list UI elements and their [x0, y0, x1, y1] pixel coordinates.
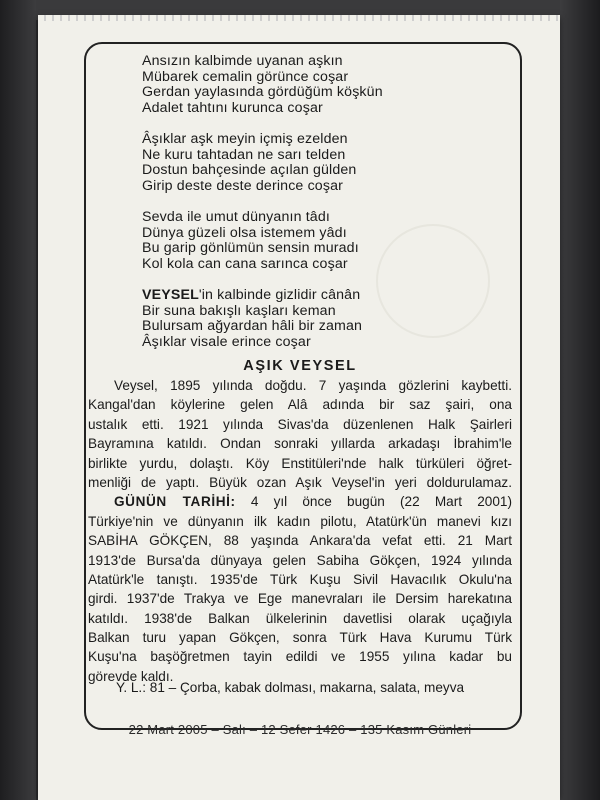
poem-line: Kol kola can cana sarınca coşar — [142, 255, 348, 272]
background-left — [0, 0, 36, 800]
biography-line: menliği de yaptı. Büyük ozan Aşık Veysel'in yeri doldurulamaz. — [88, 474, 512, 490]
poem-stanza-3 — [142, 210, 462, 272]
background-right — [560, 0, 600, 800]
biography-line: Kangal'dan köylerine gelen Alâ adında bir saz şairi, ona — [88, 397, 512, 413]
history-label: GÜNÜN TARİHİ: — [114, 494, 236, 510]
poem-line: Sevda ile umut dünyanın tâdı — [142, 208, 330, 225]
poem-line: Girip deste deste derince coşar — [142, 177, 344, 194]
poem-line: Bulursam ağyardan hâli bir zaman — [142, 318, 363, 335]
poem-line: Mübarek cemalin görünce coşar — [142, 68, 349, 85]
poem-stanza-1 — [142, 54, 462, 116]
history-line: görevde kaldı. — [88, 668, 174, 684]
poem-line: Âşıklar aşk meyin içmiş ezelden — [142, 130, 348, 147]
poem — [142, 54, 462, 366]
poem-line: Bir suna bakışlı kaşları keman — [142, 302, 336, 319]
history-line: katıldı. 1938'de Balkan ülkelerinin davetlisi olarak uçağıyla — [88, 610, 512, 626]
meal-list: Y. L.: 81 – Çorba, kabak dolması, makarna, salata, meyva — [116, 680, 465, 695]
author-heading: AŞIK VEYSEL — [243, 358, 357, 374]
poet-signature: VEYSEL — [142, 286, 199, 303]
poem-line: Gerdan yaylasında gördüğüm köşkün — [142, 84, 383, 101]
poem-line: Bu garip gönlümün sensin muradı — [142, 240, 359, 257]
date-footer: 22 Mart 2005 – Salı – 12 Sefer 1426 – 135 Kasım Günleri — [128, 722, 472, 737]
poem-line: Adalet tahtını kurunca coşar — [142, 99, 323, 116]
poem-line: Dünya güzeli olsa istemem yâdı — [142, 224, 347, 241]
biography-line: birlikte yurdu, dolaştı. Köy Enstitüleri'nde halk türküleri öğret- — [88, 455, 512, 471]
poem-line: Ansızın kalbimde uyanan aşkın — [142, 53, 343, 69]
history-line: Balkan turu yapan Gökçen, sonra Türk Hava Kurumu Türk — [88, 630, 512, 646]
prose-block — [88, 376, 512, 686]
poem-line: Âşıklar visale erince coşar — [142, 333, 311, 350]
poem-line-rest: 'in kalbinde gizlidir cânân — [198, 286, 361, 303]
poem-line: Dostun bahçesinde açılan gülden — [142, 162, 357, 179]
poem-line — [142, 288, 462, 304]
history-line: SABİHA GÖKÇEN, 88 yaşında Ankara'da vefat etti. 21 Mart — [88, 533, 512, 549]
biography-line: ustalık etti. 1921 yılında Sivas'da düzenlenen Halk Şairleri — [88, 416, 512, 432]
history-line: 1913'de Bursa'da dünyaya gelen Sabiha Gökçen, 1924 yılında — [88, 552, 512, 568]
poem-stanza-2 — [142, 132, 462, 194]
history-line: girdi. 1937'de Trakya ve Ege manevraları ile Dersim harekatına — [88, 591, 512, 607]
perforated-edge — [38, 15, 560, 21]
history-line: Türkiye'nin ve dünyanın ilk kadın pilotu, Atatürk'ün manevi kızı — [88, 513, 512, 529]
biography-line: Veysel, 1895 yılında doğdu. 7 yaşında gözlerini kaybetti. — [114, 378, 512, 393]
history-line: Kuşu'na başöğretmen tayin edildi ve 1955 yılına kadar bu — [88, 649, 512, 665]
poem-stanza-4 — [142, 288, 462, 350]
history-line: Atatürk'le tanıştı. 1935'de Türk Kuşu Sivil Havacılık Okulu'na — [88, 571, 512, 587]
history-line — [88, 492, 512, 511]
poem-line: Ne kuru tahtadan ne sarı telden — [142, 146, 346, 163]
biography-line: Bayramına katıldı. Ondan sonraki yıllarda arkadaşı İbrahim'le — [88, 436, 512, 452]
history-first-line: 4 yıl önce bugün (22 Mart 2001) — [235, 494, 512, 510]
